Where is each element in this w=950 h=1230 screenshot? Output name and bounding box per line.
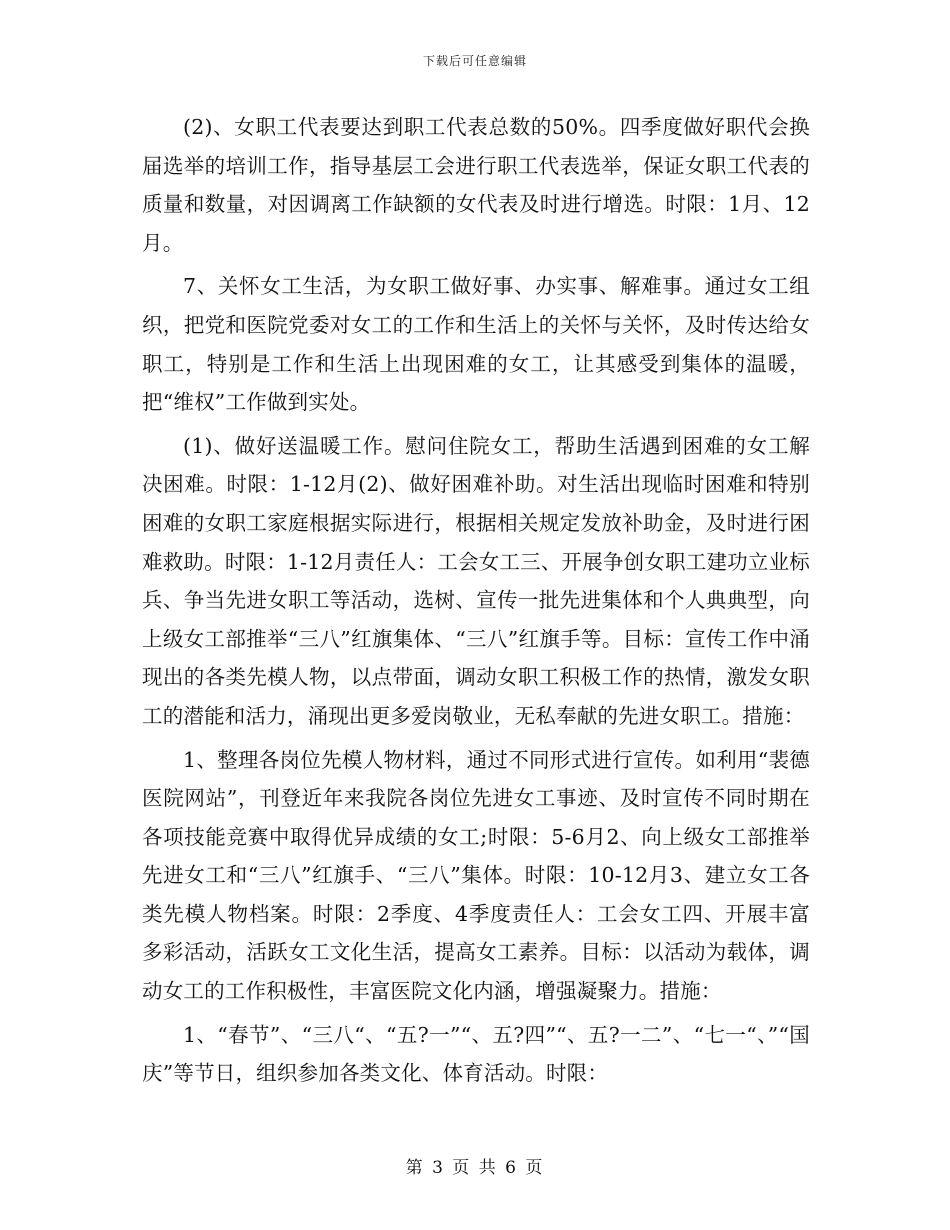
paragraph-festival-activities: 1、“春节”、“三八“、“五?一”“、五?四”“、五?一二”、“七一“、”“国庆”等节日，组织参加各类文化、体育活动。时限： xyxy=(142,1022,810,1086)
paragraph-warmth-and-model-workers: (1)、做好送温暖工作。慰问住院女工，帮助生活遇到困难的女工解决困难。时限：1-12月(2)、做好困难补助。对生活出现临时困难和特别困难的女职工家庭根据实际进行，根据相关规定发放补助金，及时进行困难救助。时限：1-12月责任人：工会女工三、开展争创女职工建功立业标兵、争当先进女职工等活动，选树、宣传一批先进集体和个人典典型，向上级女工部推举“三八”红旗集体、“三八”红旗手等。目标：宣传工作中涌现出的各类先模人物，以点带面，调动女职工积极工作的热情，激发女职工的潜能和活力，涌现出更多爱岗敬业，无私奉献的先进女职工。措施： xyxy=(142,433,810,728)
paragraph-women-representatives: (2)、女职工代表要达到职工代表总数的50%。四季度做好职代会换届选举的培训工作，指导基层工会进行职工代表选举，保证女职工代表的质量和数量，对因调离工作缺额的女代表及时进行增选。时限：1月、12月。 xyxy=(142,115,810,255)
document-body xyxy=(142,108,810,1098)
page-number-footer: 第 3 页 共 6 页 xyxy=(405,1158,545,1178)
paragraph-publicity-measures: 1、整理各岗位先模人物材料，通过不同形式进行宣传。如利用“裴德医院网站”，刊登近年来我院各岗位先进女工事迹、及时宣传不同时期在各项技能竞赛中取得优异成绩的女工;时限：5-6月2、向上级女工部推举先进女工和“三八”红旗手、“三八”集体。时限：10-12月3、建立女工各类先模人物档案。时限：2季度、4季度责任人：工会女工四、开展丰富多彩活动，活跃女工文化生活，提高女工素养。目标：以活动为载体，调动女工的工作积极性，丰富医院文化内涵，增强凝聚力。措施： xyxy=(142,747,810,1004)
page-header: 下载后可任意编辑 xyxy=(422,54,527,68)
paragraph-care-for-women-workers: 7、关怀女工生活，为女职工做好事、办实事、解难事。通过女工组织，把党和医院党委对女工的工作和生活上的关怀与关怀，及时传达给女职工，特别是工作和生活上出现困难的女工，让其感受到集体的温暖，把“维权”工作做到实处。 xyxy=(142,274,810,415)
